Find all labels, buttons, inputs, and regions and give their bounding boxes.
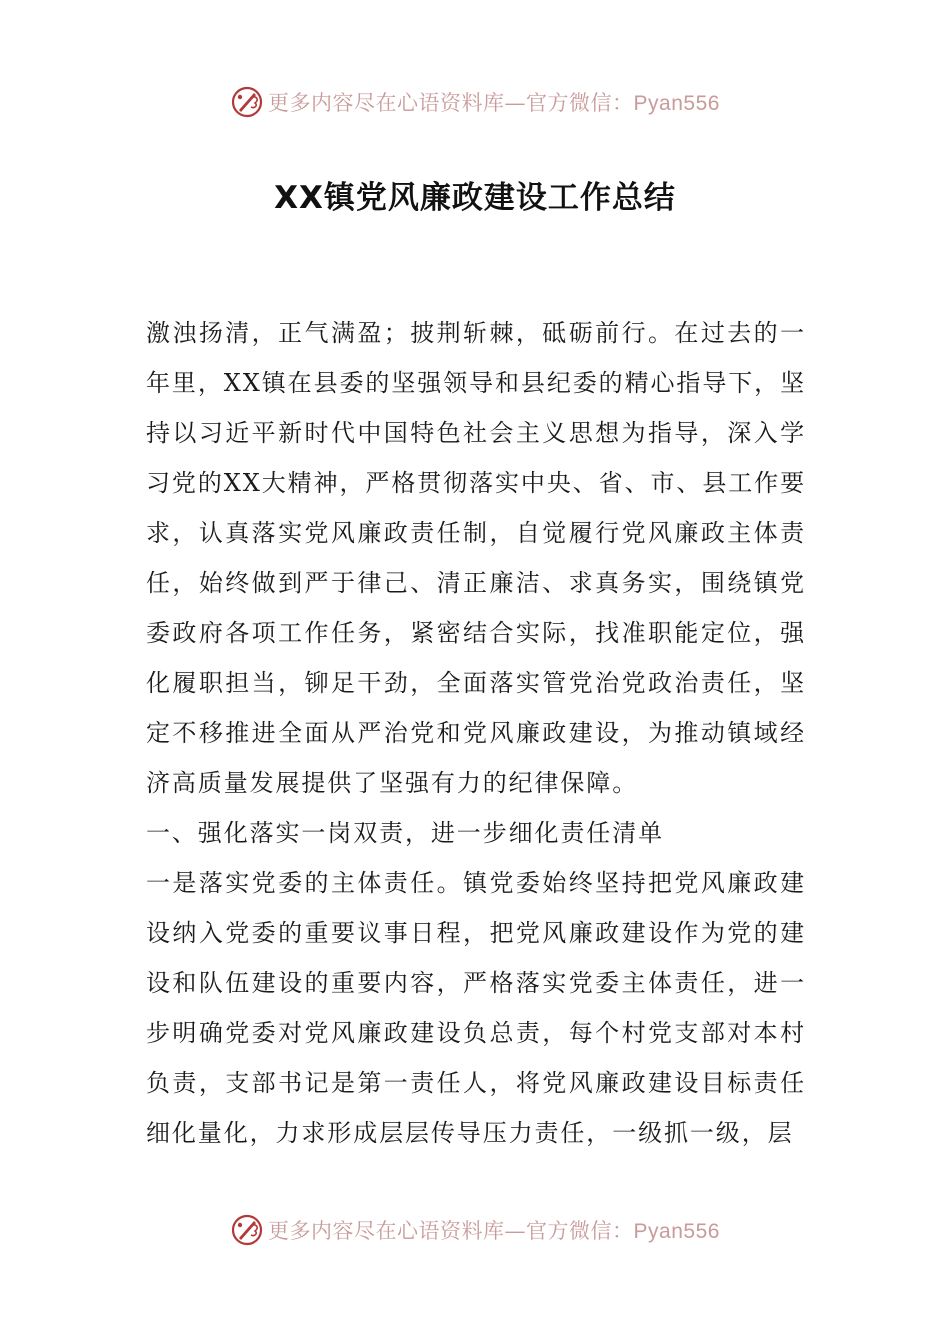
document-title: XX镇党风廉政建设工作总结 [274, 180, 676, 216]
watermark-text: 更多内容尽在心语资料库—官方微信：Pyan556 [268, 1219, 720, 1243]
watermark-text: 更多内容尽在心语资料库—官方微信：Pyan556 [268, 91, 720, 115]
section-heading-1: 一、强化落实一岗双责，进一步细化责任清单 [146, 819, 664, 847]
paragraph-intro: 激浊扬清，正气满盈；披荆斩棘，砥砺前行。在过去的一年里，XX镇在县委的坚强领导和县纪委的精心指导下，坚持以习近平新时代中国特色社会主义思想为指导，深入学习党的XX大精神，严格贯彻落实中央、省、市、县工作要求，认真落实党风廉政责任制，自觉履行党风廉政主体责任，始终做到严于律己、清正廉洁、求真务实，围绕镇党委政府各项工作任务，紧密结合实际，找准职能定位，强化履职担当，铆足干劲，全面落实管党治党政治责任，坚定不移推进全面从严治党和党风廉政建设，为推动镇域经济高质量发展提供了坚强有力的纪律保障。 [146, 319, 806, 797]
watermark-banner-bottom [0, 1208, 950, 1252]
paragraph-section-1: 一是落实党委的主体责任。镇党委始终坚持把党风廉政建设纳入党委的重要议事日程，把党风廉政建设作为党的建设和队伍建设的重要内容，严格落实党委主体责任，进一步明确党委对党风廉政建设负总责，每个村党支部对本村负责，支部书记是第一责任人，将党风廉政建设目标责任细化量化，力求形成层层传导压力责任，一级抓一级，层 [146, 869, 806, 1147]
document-body [146, 308, 806, 1158]
quill-logo-icon [230, 85, 264, 119]
quill-logo-icon [230, 1213, 264, 1247]
watermark-banner-top [0, 80, 950, 124]
